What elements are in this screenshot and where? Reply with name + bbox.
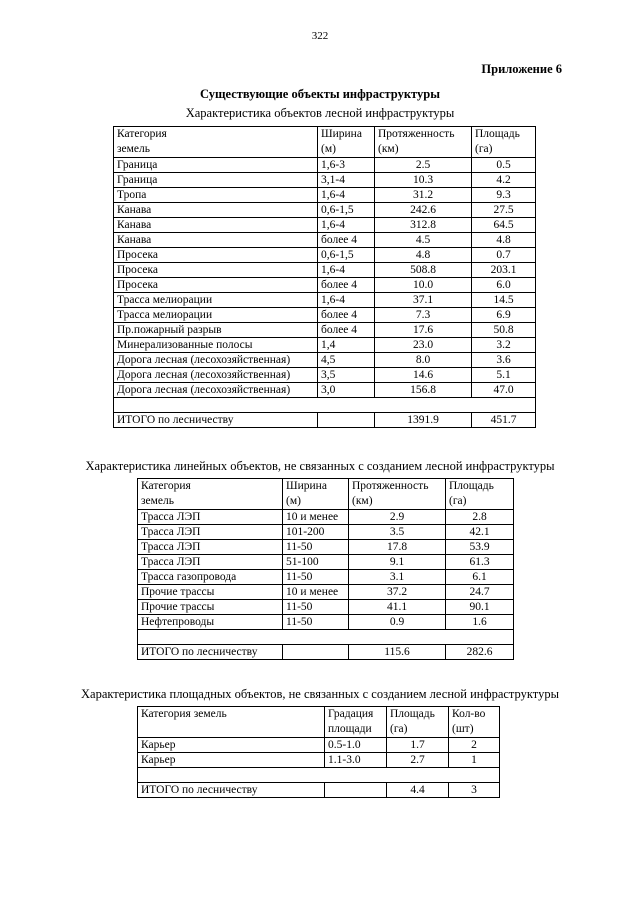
table-header-row bbox=[138, 707, 500, 738]
table-row bbox=[114, 233, 536, 248]
blank-cell bbox=[138, 768, 500, 783]
header-cell: Кол-во (шт) bbox=[449, 707, 500, 738]
header-cell: Ширина (м) bbox=[283, 479, 349, 510]
table-cell: 10.0 bbox=[375, 278, 472, 293]
table-cell: Пр.пожарный разрыв bbox=[114, 323, 318, 338]
table-cell: 53.9 bbox=[446, 540, 514, 555]
table-cell: 0.5-1.0 bbox=[325, 738, 387, 753]
table-cell bbox=[318, 413, 375, 428]
table-cell: 10 и менее bbox=[283, 510, 349, 525]
blank-row bbox=[138, 630, 514, 645]
table-cell: 17.8 bbox=[349, 540, 446, 555]
table-cell: 23.0 bbox=[375, 338, 472, 353]
table-row bbox=[114, 173, 536, 188]
total-row bbox=[114, 413, 536, 428]
table-cell: 14.5 bbox=[472, 293, 536, 308]
table1-caption: Характеристика объектов лесной инфраструктуры bbox=[185, 106, 455, 120]
table-cell: ИТОГО по лесничеству bbox=[114, 413, 318, 428]
table-cell: Трасса ЛЭП bbox=[138, 525, 283, 540]
table-cell: 3.1 bbox=[349, 570, 446, 585]
header-cell: Протяженность (км) bbox=[375, 127, 472, 158]
table-cell: 5.1 bbox=[472, 368, 536, 383]
table-cell: 156.8 bbox=[375, 383, 472, 398]
table-cell: 1,6-4 bbox=[318, 263, 375, 278]
table-cell: 4.8 bbox=[375, 248, 472, 263]
table-row bbox=[114, 338, 536, 353]
header-cell: Ширина (м) bbox=[318, 127, 375, 158]
table3-caption: Характеристика площадных объектов, не связанных с созданием лесной инфраструктуры bbox=[81, 687, 559, 701]
table-cell: Минерализованные полосы bbox=[114, 338, 318, 353]
table-cell: 4.2 bbox=[472, 173, 536, 188]
table-cell: 1391.9 bbox=[375, 413, 472, 428]
table-row bbox=[114, 188, 536, 203]
table-cell: Граница bbox=[114, 158, 318, 173]
table-cell: более 4 bbox=[318, 233, 375, 248]
header-cell: Протяженность (км) bbox=[349, 479, 446, 510]
linear-objects-table bbox=[137, 478, 514, 660]
appendix-label: Приложение 6 bbox=[481, 62, 562, 76]
table-cell: Трасса газопровода bbox=[138, 570, 283, 585]
table-cell: Канава bbox=[114, 218, 318, 233]
table-cell: Тропа bbox=[114, 188, 318, 203]
table-row bbox=[138, 615, 514, 630]
table-cell: 90.1 bbox=[446, 600, 514, 615]
table-cell: 2.9 bbox=[349, 510, 446, 525]
table-cell: 4.8 bbox=[472, 233, 536, 248]
table-cell: Просека bbox=[114, 248, 318, 263]
header-cell: Площадь (га) bbox=[472, 127, 536, 158]
table-cell: 1,6-3 bbox=[318, 158, 375, 173]
table-row bbox=[138, 738, 500, 753]
table-cell: 1,6-4 bbox=[318, 188, 375, 203]
table-cell: 41.1 bbox=[349, 600, 446, 615]
table-cell: Канава bbox=[114, 203, 318, 218]
table-row bbox=[138, 555, 514, 570]
table-cell: 50.8 bbox=[472, 323, 536, 338]
table-row bbox=[114, 368, 536, 383]
table-cell: 10 и менее bbox=[283, 585, 349, 600]
table-cell: 31.2 bbox=[375, 188, 472, 203]
table-row bbox=[114, 263, 536, 278]
table-row bbox=[114, 248, 536, 263]
table-cell: 7.3 bbox=[375, 308, 472, 323]
table-cell: 64.5 bbox=[472, 218, 536, 233]
table-cell: 3,1-4 bbox=[318, 173, 375, 188]
table-row bbox=[114, 293, 536, 308]
header-cell: Градация площади bbox=[325, 707, 387, 738]
table-cell: 2.8 bbox=[446, 510, 514, 525]
table-cell: 3.2 bbox=[472, 338, 536, 353]
header-cell: Площадь (га) bbox=[446, 479, 514, 510]
area-objects-table bbox=[137, 706, 500, 798]
table-row bbox=[114, 218, 536, 233]
table-row bbox=[138, 510, 514, 525]
blank-row bbox=[138, 768, 500, 783]
table-cell: 37.2 bbox=[349, 585, 446, 600]
table-cell: 8.0 bbox=[375, 353, 472, 368]
table-cell: 11-50 bbox=[283, 600, 349, 615]
table-cell: 242.6 bbox=[375, 203, 472, 218]
table-row bbox=[114, 308, 536, 323]
table-row bbox=[114, 383, 536, 398]
table-cell: 203.1 bbox=[472, 263, 536, 278]
page-title: Существующие объекты инфраструктуры bbox=[200, 87, 440, 101]
table-cell: 11-50 bbox=[283, 570, 349, 585]
table-cell: 282.6 bbox=[446, 645, 514, 660]
table-row bbox=[138, 753, 500, 768]
table-cell: Карьер bbox=[138, 753, 325, 768]
table-cell: 2 bbox=[449, 738, 500, 753]
table-cell: более 4 bbox=[318, 323, 375, 338]
table-cell: 6.1 bbox=[446, 570, 514, 585]
table-cell bbox=[283, 645, 349, 660]
table-cell: 451.7 bbox=[472, 413, 536, 428]
table-cell: ИТОГО по лесничеству bbox=[138, 645, 283, 660]
page-number: 322 bbox=[311, 30, 329, 42]
table-cell: 11-50 bbox=[283, 615, 349, 630]
table-cell bbox=[325, 783, 387, 798]
table-cell: 312.8 bbox=[375, 218, 472, 233]
table-row bbox=[138, 525, 514, 540]
table-cell: Трасса мелиорации bbox=[114, 293, 318, 308]
table-row bbox=[114, 353, 536, 368]
table-cell: Трасса ЛЭП bbox=[138, 540, 283, 555]
table-row bbox=[138, 540, 514, 555]
forest-infrastructure-table bbox=[113, 126, 536, 428]
table-cell: более 4 bbox=[318, 278, 375, 293]
table-cell: 6.0 bbox=[472, 278, 536, 293]
table-cell: Трасса ЛЭП bbox=[138, 510, 283, 525]
table-cell: Прочие трассы bbox=[138, 585, 283, 600]
table-cell: Трасса ЛЭП bbox=[138, 555, 283, 570]
table-row bbox=[138, 585, 514, 600]
table-cell: Трасса мелиорации bbox=[114, 308, 318, 323]
table-cell: Канава bbox=[114, 233, 318, 248]
table-cell: 11-50 bbox=[283, 540, 349, 555]
table-row bbox=[138, 570, 514, 585]
table-row bbox=[114, 323, 536, 338]
table-row bbox=[114, 203, 536, 218]
table-cell: 1,6-4 bbox=[318, 218, 375, 233]
table-cell: 0.9 bbox=[349, 615, 446, 630]
table-cell: 14.6 bbox=[375, 368, 472, 383]
table-cell: 9.1 bbox=[349, 555, 446, 570]
header-cell: Категория земель bbox=[138, 707, 325, 738]
table-cell: Дорога лесная (лесохозяйственная) bbox=[114, 368, 318, 383]
table-cell: Прочие трассы bbox=[138, 600, 283, 615]
header-cell: Категория земель bbox=[138, 479, 283, 510]
table-row bbox=[138, 600, 514, 615]
table-cell: ИТОГО по лесничеству bbox=[138, 783, 325, 798]
table-cell: 3.5 bbox=[349, 525, 446, 540]
table-cell: 115.6 bbox=[349, 645, 446, 660]
table-cell: 1.7 bbox=[387, 738, 449, 753]
table-cell: 2.5 bbox=[375, 158, 472, 173]
table-cell: 0,6-1,5 bbox=[318, 203, 375, 218]
blank-row bbox=[114, 398, 536, 413]
table-cell: 4,5 bbox=[318, 353, 375, 368]
table-cell: 9.3 bbox=[472, 188, 536, 203]
table-cell: 51-100 bbox=[283, 555, 349, 570]
table-cell: 4.4 bbox=[387, 783, 449, 798]
header-cell: Категория земель bbox=[114, 127, 318, 158]
table-cell: 61.3 bbox=[446, 555, 514, 570]
table-cell: 101-200 bbox=[283, 525, 349, 540]
table-cell: Граница bbox=[114, 173, 318, 188]
table-cell: Нефтепроводы bbox=[138, 615, 283, 630]
table-cell: Карьер bbox=[138, 738, 325, 753]
table-cell: 1 bbox=[449, 753, 500, 768]
header-cell: Площадь (га) bbox=[387, 707, 449, 738]
table-row bbox=[114, 158, 536, 173]
table-cell: 27.5 bbox=[472, 203, 536, 218]
table-cell: 3 bbox=[449, 783, 500, 798]
table-cell: 10.3 bbox=[375, 173, 472, 188]
table-cell: Просека bbox=[114, 263, 318, 278]
table-cell: Просека bbox=[114, 278, 318, 293]
table-cell: более 4 bbox=[318, 308, 375, 323]
blank-cell bbox=[114, 398, 536, 413]
table-cell: 47.0 bbox=[472, 383, 536, 398]
table-row bbox=[114, 278, 536, 293]
table-cell: 2.7 bbox=[387, 753, 449, 768]
blank-cell bbox=[138, 630, 514, 645]
table-cell: 1.1-3.0 bbox=[325, 753, 387, 768]
table-cell: 6.9 bbox=[472, 308, 536, 323]
table2-caption: Характеристика линейных объектов, не связанных с созданием лесной инфраструктуры bbox=[85, 459, 555, 473]
table-cell: 0.5 bbox=[472, 158, 536, 173]
table-cell: Дорога лесная (лесохозяйственная) bbox=[114, 353, 318, 368]
table-cell: 3.6 bbox=[472, 353, 536, 368]
table-cell: 3,0 bbox=[318, 383, 375, 398]
table-cell: 508.8 bbox=[375, 263, 472, 278]
table-cell: Дорога лесная (лесохозяйственная) bbox=[114, 383, 318, 398]
table-cell: 17.6 bbox=[375, 323, 472, 338]
total-row bbox=[138, 645, 514, 660]
table-cell: 1,4 bbox=[318, 338, 375, 353]
table-cell: 37.1 bbox=[375, 293, 472, 308]
table-cell: 0.7 bbox=[472, 248, 536, 263]
table-cell: 1.6 bbox=[446, 615, 514, 630]
table-header-row bbox=[138, 479, 514, 510]
table-cell: 0,6-1,5 bbox=[318, 248, 375, 263]
table-cell: 3,5 bbox=[318, 368, 375, 383]
table-cell: 42.1 bbox=[446, 525, 514, 540]
table-cell: 24.7 bbox=[446, 585, 514, 600]
total-row bbox=[138, 783, 500, 798]
table-cell: 4.5 bbox=[375, 233, 472, 248]
table-cell: 1,6-4 bbox=[318, 293, 375, 308]
table-header-row bbox=[114, 127, 536, 158]
